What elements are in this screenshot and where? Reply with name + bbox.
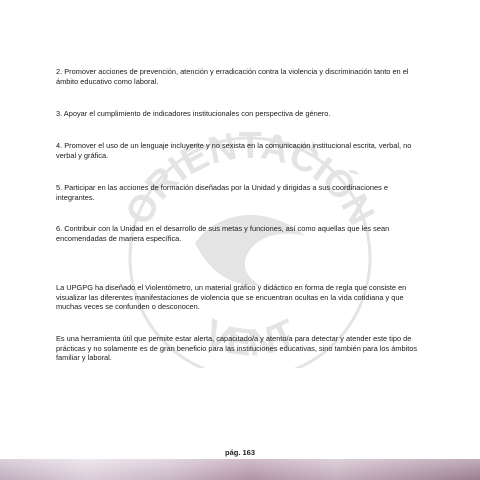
paragraph-2: 2. Promover acciones de prevención, atención y erradicación contra la violencia y discriminación tanto en el ámbito educativo como laboral. (56, 67, 409, 86)
paragraph-3: 3. Apoyar el cumplimiento de indicadores institucionales con perspectiva de género. (56, 109, 331, 118)
footer-band-shade (0, 459, 480, 480)
paragraph-herramienta: Es una herramienta útil que permite estar alerta, capacitado/a y atento/a para detectar y atender este tipo de prácticas y no solamente es de gran beneficio para las instituciones educativas, sino también para los ámbitos familiar y laboral. (56, 334, 418, 363)
page-number: pág. 163 (224, 448, 255, 457)
watermark-top-text: ORIENTACIÓN (117, 124, 383, 232)
paragraph-6: 6. Contribuir con la Unidad en el desarrollo de sus metas y funciones, así como aquellas que les sean encomendadas de manera específica. (56, 224, 390, 243)
paragraph-5: 5. Participar en las acciones de formación diseñadas por la Unidad y dirigidas a sus coordinaciones e integrantes. (56, 183, 388, 202)
paragraph-4: 4. Promover el uso de un lenguaje incluyente y no sexista en la comunicación institucional escrita, verbal, no verbal y gráfica. (56, 141, 412, 160)
paragraph-violentometro: La UPGPG ha diseñado el Violentómetro, un material gráfico y didáctico en forma de regla que consiste en visualizar las diferentes manifestaciones de violencia que se encuentran ocultas en la vida cotidiana y que muchas veces se confunden o desconocen. (56, 283, 407, 312)
watermark-bottom-text: VENT (197, 311, 303, 365)
